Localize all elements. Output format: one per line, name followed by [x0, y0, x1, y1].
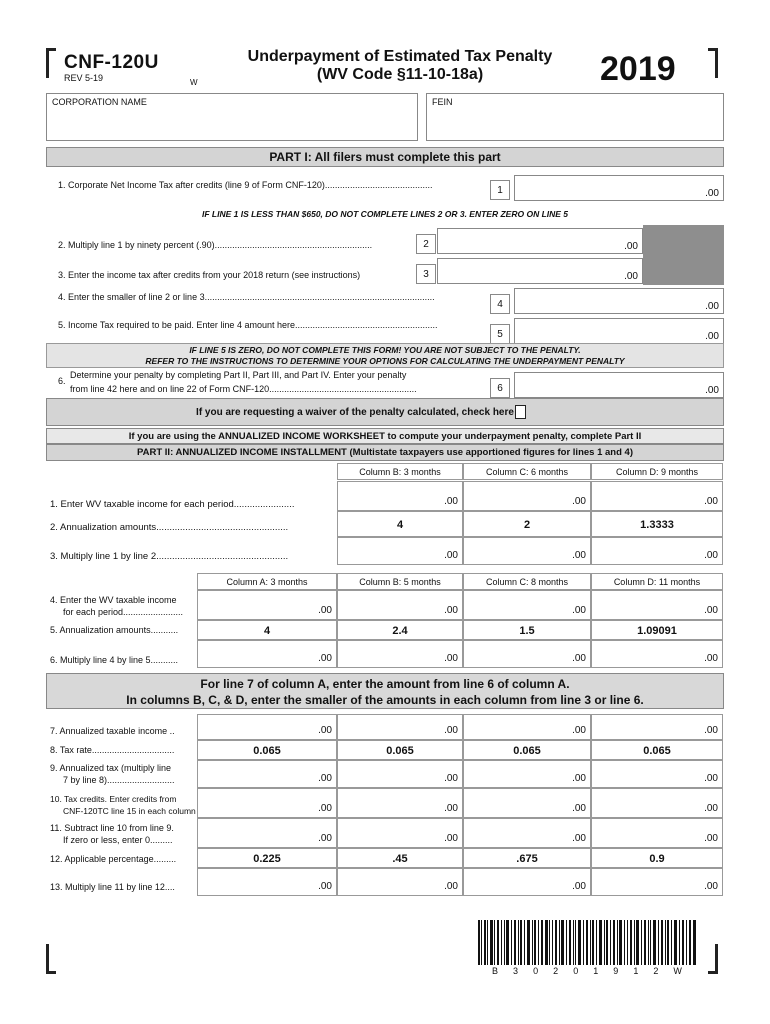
p2-row9-label-a: 9. Annualized tax (multiply line: [50, 763, 172, 773]
p2-row9-label-b: 7 by line 8)...........................: [63, 775, 175, 785]
p2-row13-col-c[interactable]: .00: [463, 868, 591, 896]
fein-label: FEIN: [432, 97, 453, 107]
p2-row5-label: 5. Annualization amounts...........: [50, 625, 179, 635]
p2-row7-col-d[interactable]: .00: [591, 714, 723, 740]
line2-number: 2: [416, 234, 436, 254]
p2-row12-col-a: 0.225: [197, 848, 337, 868]
p2-row11-col-c[interactable]: .00: [463, 818, 591, 848]
waiver-checkbox[interactable]: [515, 405, 526, 419]
line6-amount[interactable]: .00: [514, 372, 724, 398]
line6-label-a: Determine your penalty by completing Part II, Part III, and Part IV. Enter your penalty: [70, 370, 407, 380]
fein-field[interactable]: [426, 93, 724, 141]
p2-row13-col-b[interactable]: .00: [337, 868, 463, 896]
p2-row8-col-c: 0.065: [463, 740, 591, 760]
line6-number: 6: [490, 378, 510, 398]
barcode-char: 1: [633, 966, 639, 976]
p2-row4-label-a: 4. Enter the WV taxable income: [50, 595, 177, 605]
line6-label-b: from line 42 here and on line 22 of Form CNF-120...........................................................: [70, 384, 417, 394]
p2-row11-label-b: If zero or less, enter 0.........: [63, 835, 173, 845]
barcode: [478, 920, 696, 965]
crop-mark-bottom-left: [46, 944, 56, 974]
instruction-line1: For line 7 of column A, enter the amount from line 6 of column A.: [200, 677, 570, 691]
p2-row7-label: 7. Annualized taxable income ..: [50, 726, 175, 736]
col-c-header-top: Column C: 6 months: [463, 463, 591, 480]
shaded-area: [643, 225, 724, 285]
p2-row1-col-d[interactable]: .00: [591, 481, 723, 511]
line4-number: 4: [490, 294, 510, 314]
p2-row2-label: 2. Annualization amounts..................................................: [50, 522, 289, 533]
form-revision: REV 5-19: [64, 73, 104, 83]
tax-year: 2019: [600, 50, 676, 88]
barcode-text: [478, 966, 696, 976]
crop-mark-bottom-right: [708, 944, 718, 974]
p2-row9-col-c[interactable]: .00: [463, 760, 591, 788]
crop-mark-top-left: [46, 48, 56, 78]
p2-row2-col-b: 4: [337, 511, 463, 537]
barcode-char: W: [673, 966, 682, 976]
p2-row12-col-c: .675: [463, 848, 591, 868]
p2-row7-col-c[interactable]: .00: [463, 714, 591, 740]
w-mark: W: [190, 78, 198, 87]
p2-row7-col-b[interactable]: .00: [337, 714, 463, 740]
line1-number: 1: [490, 180, 510, 200]
p2-row4-col-a[interactable]: .00: [197, 590, 337, 620]
p2-row1-col-c[interactable]: .00: [463, 481, 591, 511]
barcode-char: 2: [553, 966, 559, 976]
p2-row4-col-b[interactable]: .00: [337, 590, 463, 620]
p2-row11-col-b[interactable]: .00: [337, 818, 463, 848]
p2-row13-col-d[interactable]: .00: [591, 868, 723, 896]
corporation-name-label: CORPORATION NAME: [52, 97, 147, 107]
line5-number: 5: [490, 324, 510, 344]
p2-row4-col-d[interactable]: .00: [591, 590, 723, 620]
p2-row9-col-d[interactable]: .00: [591, 760, 723, 788]
p2-row12-col-d: 0.9: [591, 848, 723, 868]
line4-amount[interactable]: .00: [514, 288, 724, 314]
notice-zero-line5-text: IF LINE 5 IS ZERO, DO NOT COMPLETE THIS FORM! YOU ARE NOT SUBJECT TO THE PENALTY.: [189, 345, 581, 355]
col-c-header: Column C: 8 months: [463, 573, 591, 590]
col-b-header-top: Column B: 3 months: [337, 463, 463, 480]
col-d-header-top: Column D: 9 months: [591, 463, 723, 480]
p2-row3-col-b[interactable]: .00: [337, 537, 463, 565]
p2-row4-col-c[interactable]: .00: [463, 590, 591, 620]
p2-row6-col-b[interactable]: .00: [337, 640, 463, 668]
p2-row11-col-a[interactable]: .00: [197, 818, 337, 848]
crop-mark-top-right: [708, 48, 718, 78]
form-subtitle: (WV Code §11-10-18a): [316, 66, 484, 83]
p2-row4-label-b: for each period........................: [63, 607, 184, 617]
col-b-header: Column B: 5 months: [337, 573, 463, 590]
p2-row5-col-d: 1.09091: [591, 620, 723, 640]
p2-row12-label: 12. Applicable percentage.........: [50, 854, 177, 864]
p2-row6-label: 6. Multiply line 4 by line 5...........: [50, 655, 179, 665]
p2-row13-col-a[interactable]: .00: [197, 868, 337, 896]
p2-row10-label-a: 10. Tax credits. Enter credits from: [50, 794, 177, 804]
waiver-text: If you are requesting a waiver of the penalty calculated, check here: [196, 407, 514, 418]
annualized-notice: If you are using the ANNUALIZED INCOME WORKSHEET to compute your underpayment penalty, complete Part II: [46, 428, 724, 444]
line3-number: 3: [416, 264, 436, 284]
barcode-char: 2: [653, 966, 659, 976]
line3-amount[interactable]: .00: [437, 258, 643, 284]
barcode-char: 0: [533, 966, 539, 976]
line4-label: 4. Enter the smaller of line 2 or line 3............................................................................................: [58, 292, 435, 302]
p2-row5-col-a: 4: [197, 620, 337, 640]
p2-row7-col-a[interactable]: .00: [197, 714, 337, 740]
p2-row3-col-c[interactable]: .00: [463, 537, 591, 565]
p2-row2-col-d: 1.3333: [591, 511, 723, 537]
notice-zero-line5: [46, 343, 724, 368]
line3-label: 3. Enter the income tax after credits from your 2018 return (see instructions): [58, 270, 361, 280]
p2-row10-col-d[interactable]: .00: [591, 788, 723, 818]
corporation-name-field[interactable]: [46, 93, 418, 141]
line1-label: 1. Corporate Net Income Tax after credits (line 9 of Form CNF-120)...........................................: [58, 180, 433, 190]
line5-amount[interactable]: .00: [514, 318, 724, 344]
p2-row3-col-d[interactable]: .00: [591, 537, 723, 565]
instruction-line2: In columns B, C, & D, enter the smaller of the amounts in each column from line 3 or line 6.: [126, 693, 644, 707]
p2-row8-col-a: 0.065: [197, 740, 337, 760]
p2-row1-label: 1. Enter WV taxable income for each period.......................: [50, 499, 295, 510]
p2-row6-col-c[interactable]: .00: [463, 640, 591, 668]
line2-amount[interactable]: .00: [437, 228, 643, 254]
col-d-header: Column D: 11 months: [591, 573, 723, 590]
p2-row10-col-b[interactable]: .00: [337, 788, 463, 818]
p2-row6-col-a[interactable]: .00: [197, 640, 337, 668]
p2-row12-col-b: .45: [337, 848, 463, 868]
line5-label: 5. Income Tax required to be paid. Enter line 4 amount here.........................................................: [58, 320, 438, 330]
p2-row9-col-a[interactable]: .00: [197, 760, 337, 788]
notice-refer-instructions-text: REFER TO THE INSTRUCTIONS TO DETERMINE YOUR OPTIONS FOR CALCULATING THE UNDERPAYMENT PENALTY: [145, 356, 625, 366]
p2-row6-col-d[interactable]: .00: [591, 640, 723, 668]
line6-prefix: 6.: [58, 376, 66, 386]
p2-row2-col-c: 2: [463, 511, 591, 537]
p2-row8-label: 8. Tax rate.................................: [50, 745, 175, 755]
barcode-char: 3: [513, 966, 519, 976]
waiver-row: [46, 398, 724, 426]
p2-row8-col-d: 0.065: [591, 740, 723, 760]
barcode-char: 0: [573, 966, 579, 976]
barcode-char: B: [492, 966, 499, 976]
p2-row8-col-b: 0.065: [337, 740, 463, 760]
p2-row9-col-b[interactable]: .00: [337, 760, 463, 788]
p2-row1-col-b[interactable]: .00: [337, 481, 463, 511]
form-id: CNF-120U: [64, 52, 159, 73]
p2-row5-col-b: 2.4: [337, 620, 463, 640]
p2-row10-col-a[interactable]: .00: [197, 788, 337, 818]
barcode-char: 9: [613, 966, 619, 976]
line7-instruction: [46, 673, 724, 709]
form-title: Underpayment of Estimated Tax Penalty: [247, 48, 553, 65]
p2-row13-label: 13. Multiply line 11 by line 12....: [50, 882, 175, 892]
p2-row11-col-d[interactable]: .00: [591, 818, 723, 848]
p2-row5-col-c: 1.5: [463, 620, 591, 640]
p2-row3-label: 3. Multiply line 1 by line 2..................................................: [50, 551, 289, 562]
p2-row10-label-b: CNF-120TC line 15 in each column: [63, 806, 196, 816]
line2-label: 2. Multiply line 1 by ninety percent (.90)...............................................................: [58, 240, 373, 250]
line1-amount[interactable]: .00: [514, 175, 724, 201]
barcode-char: 1: [593, 966, 599, 976]
col-a-header: Column A: 3 months: [197, 573, 337, 590]
part1-heading: PART I: All filers must complete this part: [46, 147, 724, 167]
p2-row11-label-a: 11. Subtract line 10 from line 9.: [50, 823, 174, 833]
part2-heading: PART II: ANNUALIZED INCOME INSTALLMENT (Multistate taxpayers use apportioned figures for lines 1 and 4): [46, 444, 724, 461]
p2-row10-col-c[interactable]: .00: [463, 788, 591, 818]
notice-line1-less-than-650: IF LINE 1 IS LESS THAN $650, DO NOT COMPLETE LINES 2 OR 3. ENTER ZERO ON LINE 5: [201, 209, 569, 219]
